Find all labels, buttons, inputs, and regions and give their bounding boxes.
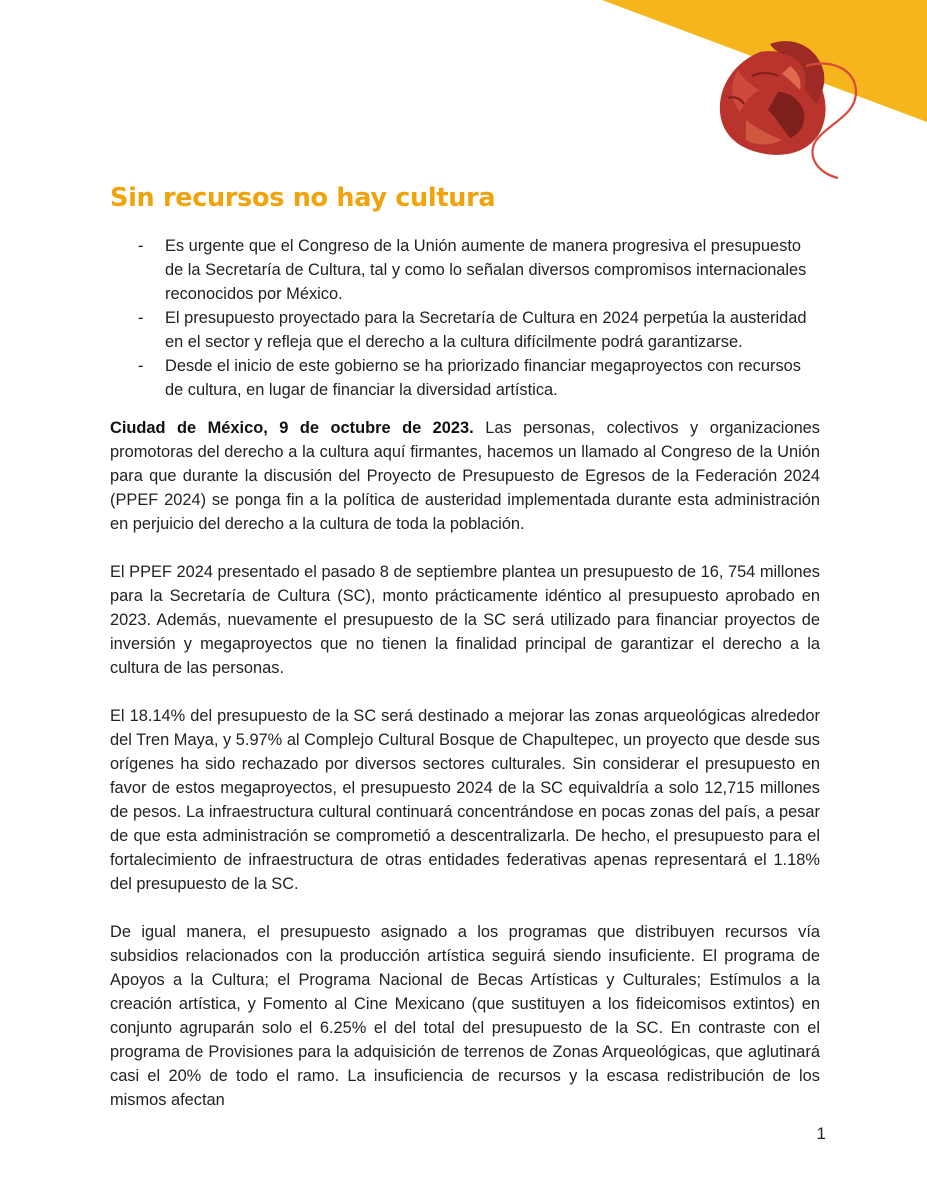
bullet-item: - Es urgente que el Congreso de la Unión aumente de manera progresiva el presupuesto de la Secretaría de Cultura, tal y como lo señalan diversos compromisos internacionales reconocidos por México.: [110, 234, 822, 306]
summary-bullet-list: [110, 234, 822, 402]
bullet-item: - Desde el inicio de este gobierno se ha priorizado financiar megaproyectos con recursos de cultura, en lugar de financiar la diversidad artística.: [110, 354, 822, 402]
lion-sculpture-icon: [720, 41, 826, 155]
dateline: Ciudad de México, 9 de octubre de 2023.: [110, 419, 474, 437]
paragraph-budget: El PPEF 2024 presentado el pasado 8 de septiembre plantea un presupuesto de 16, 754 millones para la Secretaría de Cultura (SC), monto prácticamente idéntico al presupuesto aprobado en 2023. Además, nuevamente el presupuesto de la SC será utilizado para financiar proyectos de inversión y megaproyectos que no tienen la finalidad principal de garantizar el derecho a la cultura de las personas.: [110, 563, 820, 677]
bullet-item: - El presupuesto proyectado para la Secretaría de Cultura en 2024 perpetúa la austeridad en el sector y refleja que el derecho a la cultura difícilmente podrá garantizarse.: [110, 306, 822, 354]
paragraph-subsidies: De igual manera, el presupuesto asignado a los programas que distribuyen recursos vía subsidios relacionados con la producción artística seguirá siendo insuficiente. El programa de Apoyos a la Cultura; el Programa Nacional de Becas Artísticas y Culturales; Estímulos a la creación artística, y Fomento al Cine Mexicano (que sustituyen a los fideicomisos extintos) en conjunto agruparán solo el 6.25% el del total del presupuesto de la SC. En contraste con el programa de Provisiones para la adquisición de terrenos de Zonas Arqueológicas, que aglutinará casi el 20% de todo el ramo. La insuficiencia de recursos y la escasa redistribución de los mismos afectan: [110, 923, 820, 1109]
page-title: Sin recursos no hay cultura: [110, 183, 496, 213]
paragraph-intro: [110, 416, 820, 536]
paragraph-intro-text: Las personas, colectivos y organizaciones promotoras del derecho a la cultura aquí firmantes, hacemos un llamado al Congreso de la Unión para que durante la discusión del Proyecto de Presupuesto de Egresos de la Federación 2024 (PPEF 2024) se ponga fin a la política de austeridad implementada durante esta administración en perjuicio del derecho a la cultura de toda la población.: [110, 419, 820, 533]
document-body: [110, 416, 820, 1112]
corner-decoration: [0, 0, 927, 180]
page-number: 1: [816, 1124, 826, 1143]
paragraph-megaprojects: El 18.14% del presupuesto de la SC será destinado a mejorar las zonas arqueológicas alrededor del Tren Maya, y 5.97% al Complejo Cultural Bosque de Chapultepec, un proyecto que desde sus orígenes ha sido rechazado por diversos sectores culturales. Sin considerar el presupuesto en favor de estos megaproyectos, el presupuesto 2024 de la SC equivaldría a solo 12,715 millones de pesos. La infraestructura cultural continuará concentrándose en pocas zonas del país, a pesar de que esta administración se comprometió a descentralizarla. De hecho, el presupuesto para el fortalecimiento de infraestructura de otras entidades federativas apenas representará el 1.18% del presupuesto de la SC.: [110, 707, 820, 893]
